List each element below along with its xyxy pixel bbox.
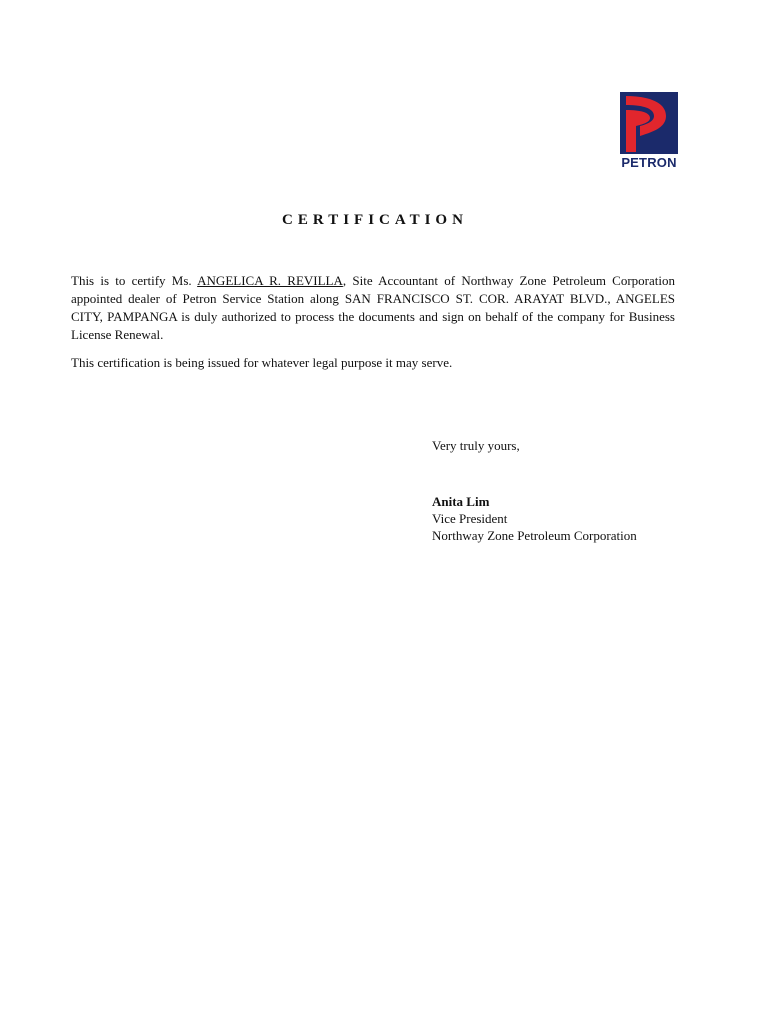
document-title: CERTIFICATION — [282, 212, 468, 228]
signatory-company: Northway Zone Petroleum Corporation — [432, 528, 637, 543]
signature-block — [432, 493, 637, 544]
para1-rest: , Site Accountant of Northway Zone Petroleum Corporation appointed dealer of Petron Service Station along SAN FRANCISCO ST. COR. ARAYAT BLVD., ANGELES CITY, PAMPANGA is duly authorized to process the documents and sign on behalf of the company for Business License Renewal. — [71, 273, 675, 342]
certified-person-name: ANGELICA R. REVILLA — [197, 273, 343, 288]
signatory-position: Vice President — [432, 511, 508, 526]
certification-paragraph — [71, 272, 675, 344]
closing-salutation: Very truly yours, — [432, 438, 520, 453]
logo-wordmark: PETRON — [621, 155, 677, 170]
signatory-name: Anita Lim — [432, 494, 490, 509]
purpose-paragraph: This certification is being issued for whatever legal purpose it may serve. — [71, 355, 453, 370]
para1-intro: This is to certify Ms. — [71, 273, 198, 288]
